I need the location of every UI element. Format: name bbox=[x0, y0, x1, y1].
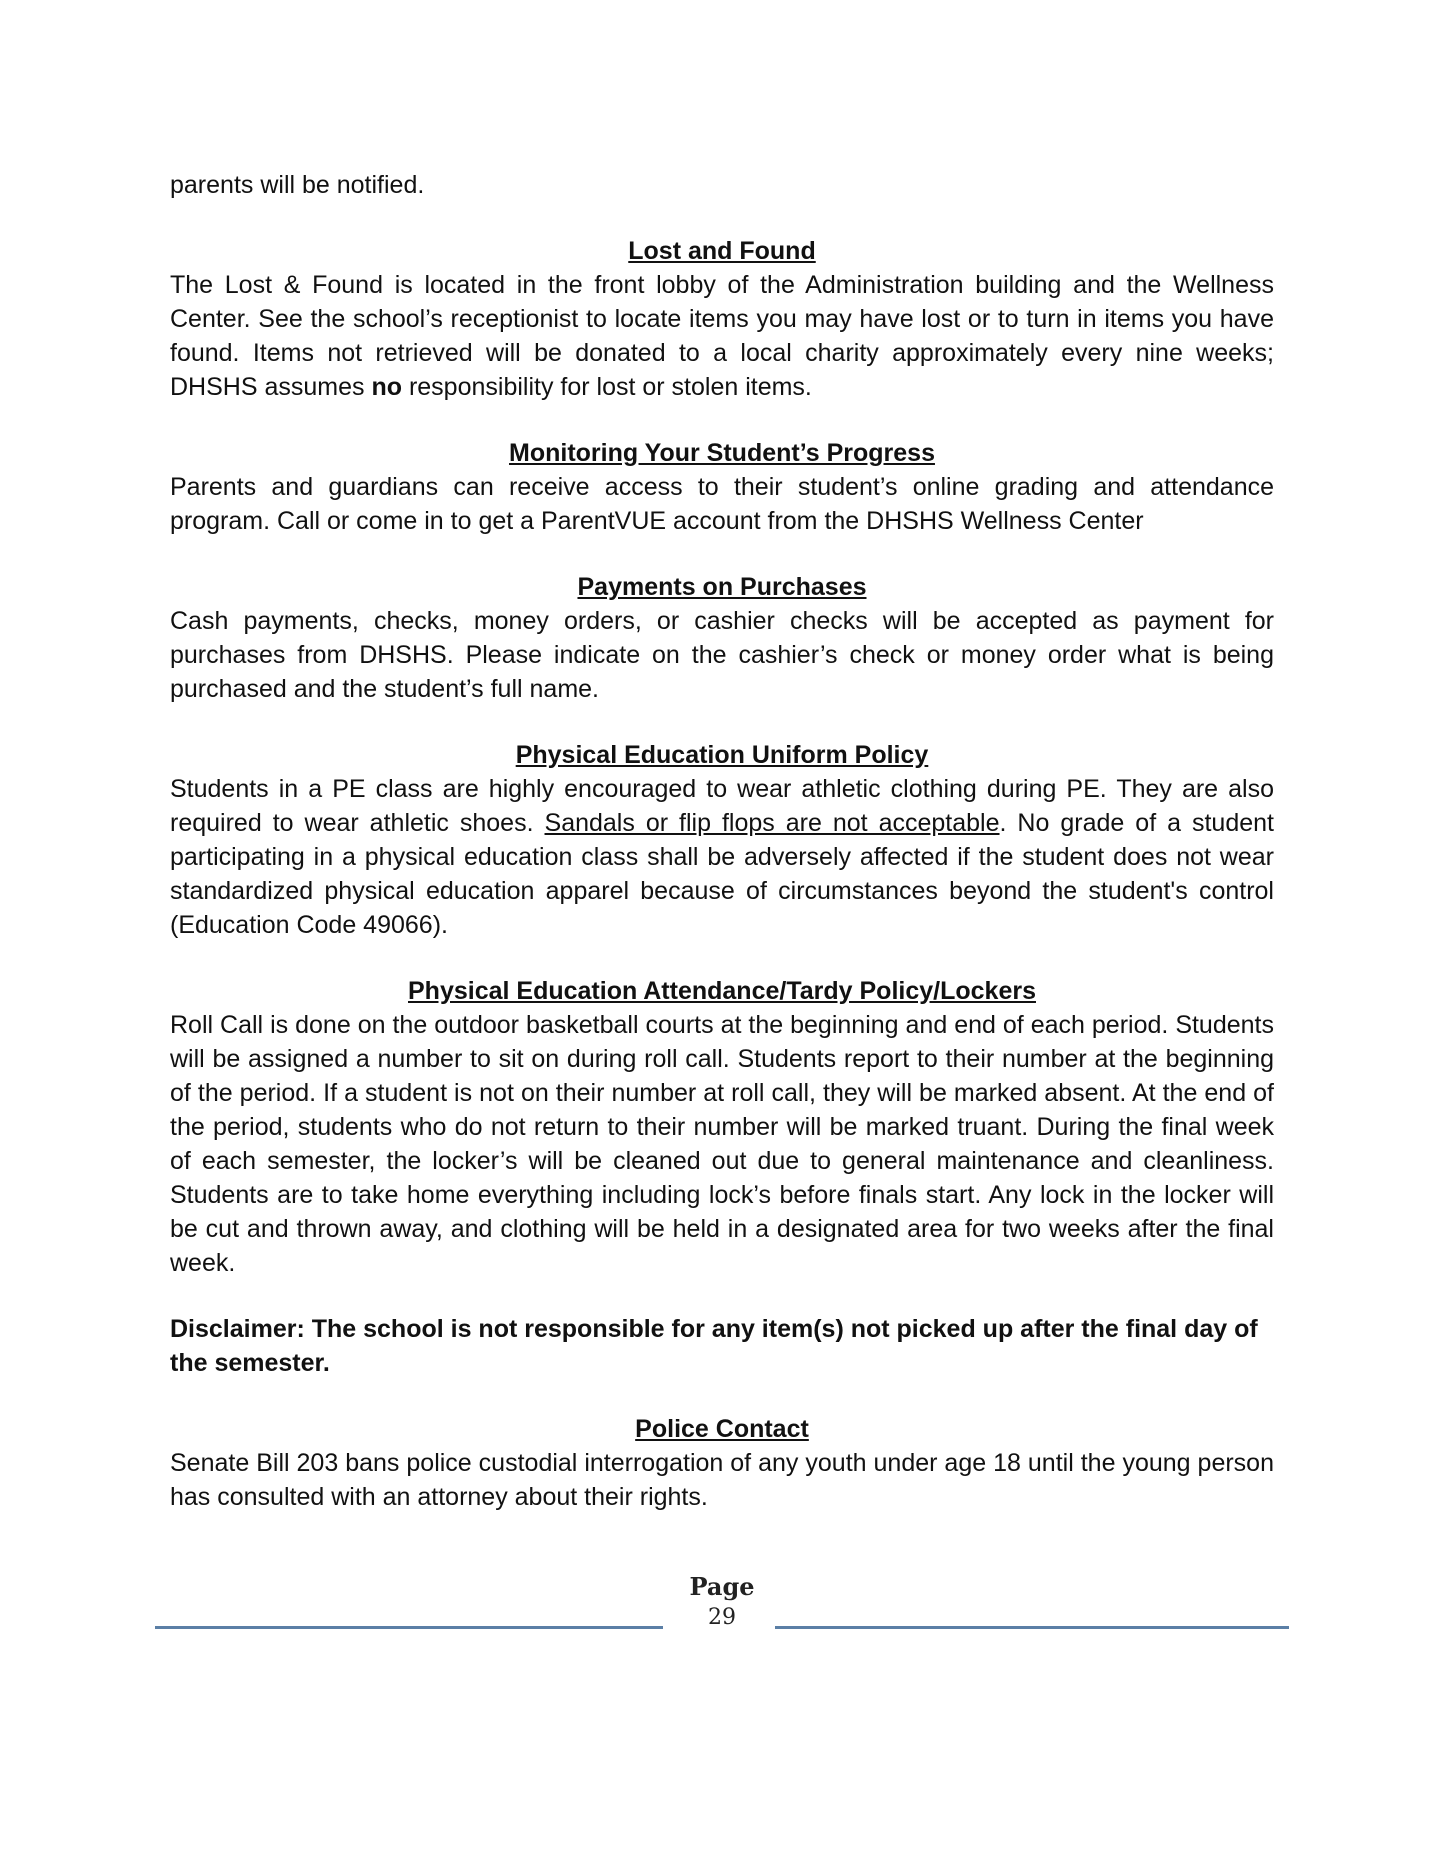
document-page bbox=[170, 168, 1274, 1514]
heading-police-contact: Police Contact bbox=[635, 1415, 809, 1443]
pe-uniform-underlined-text: Sandals or flip flops are not acceptable bbox=[544, 809, 1000, 837]
footer-page-label: Page bbox=[689, 1572, 755, 1601]
heading-pe-uniform: Physical Education Uniform Policy bbox=[515, 741, 929, 769]
footer-page-number: 29 bbox=[708, 1605, 736, 1630]
heading-monitoring-progress: Monitoring Your Student’s Progress bbox=[509, 439, 935, 467]
heading-lost-and-found: Lost and Found bbox=[628, 237, 816, 265]
police-contact-body: Senate Bill 203 bans police custodial interrogation of any youth under age 18 until the young person has consulted with an attorney about their rights. bbox=[170, 1449, 1274, 1511]
lost-and-found-text-1: The Lost & Found is located in the front lobby of the Administration building and the Wellness Center. See the school’s receptionist to locate items you may have lost or to turn in items you have found. Items not retrieved will be donated to a local charity approximately every nine weeks; DHSHS assumes bbox=[170, 271, 1274, 401]
disclaimer-text: Disclaimer: The school is not responsible for any item(s) not picked up after the final day of the semester. bbox=[170, 1315, 1258, 1377]
section-police-contact bbox=[170, 1412, 1274, 1514]
lost-and-found-body bbox=[170, 268, 1274, 404]
section-pe-attendance bbox=[170, 974, 1274, 1280]
pe-uniform-text-2: . No grade of a student participating in a physical education class shall be adversely affected if the student does not wear standardized physical education apparel because of circumstances beyond the student's control (Education Code 49066). bbox=[170, 809, 1274, 939]
pe-uniform-body bbox=[170, 772, 1274, 942]
intro-text: parents will be notified. bbox=[170, 171, 425, 199]
section-payments bbox=[170, 570, 1274, 706]
heading-pe-attendance: Physical Education Attendance/Tardy Policy/Lockers bbox=[408, 977, 1036, 1005]
section-lost-and-found bbox=[170, 234, 1274, 404]
section-pe-uniform bbox=[170, 738, 1274, 942]
section-monitoring-progress bbox=[170, 436, 1274, 538]
lost-and-found-bold-word: no bbox=[371, 373, 402, 401]
pe-attendance-body: Roll Call is done on the outdoor basketball courts at the beginning and end of each period. Students will be assigned a number to sit on during roll call. Students report to their number at the beginning of the period. If a student is not on their number at roll call, they will be marked absent. At the end of the period, students who do not return to their number will be marked truant. During the final week of each semester, the locker’s will be cleaned out due to general maintenance and cleanliness. Students are to take home everything including lock’s before finals start. Any lock in the locker will be cut and thrown away, and clothing will be held in a designated area for two weeks after the final week. bbox=[170, 1011, 1274, 1277]
heading-payments: Payments on Purchases bbox=[577, 573, 867, 601]
monitoring-progress-body: Parents and guardians can receive access to their student’s online grading and attendance program. Call or come in to get a ParentVUE account from the DHSHS Wellness Center bbox=[170, 473, 1274, 535]
pe-uniform-text-1: Students in a PE class are highly encouraged to wear athletic clothing during PE. They are also required to wear athletic shoes. bbox=[170, 775, 1274, 837]
lost-and-found-text-2: responsibility for lost or stolen items. bbox=[402, 373, 812, 401]
page-footer bbox=[155, 1572, 1289, 1642]
payments-body: Cash payments, checks, money orders, or cashier checks will be accepted as payment for purchases from DHSHS. Please indicate on the cashier’s check or money order what is being purchased and the student’s full name. bbox=[170, 607, 1274, 703]
